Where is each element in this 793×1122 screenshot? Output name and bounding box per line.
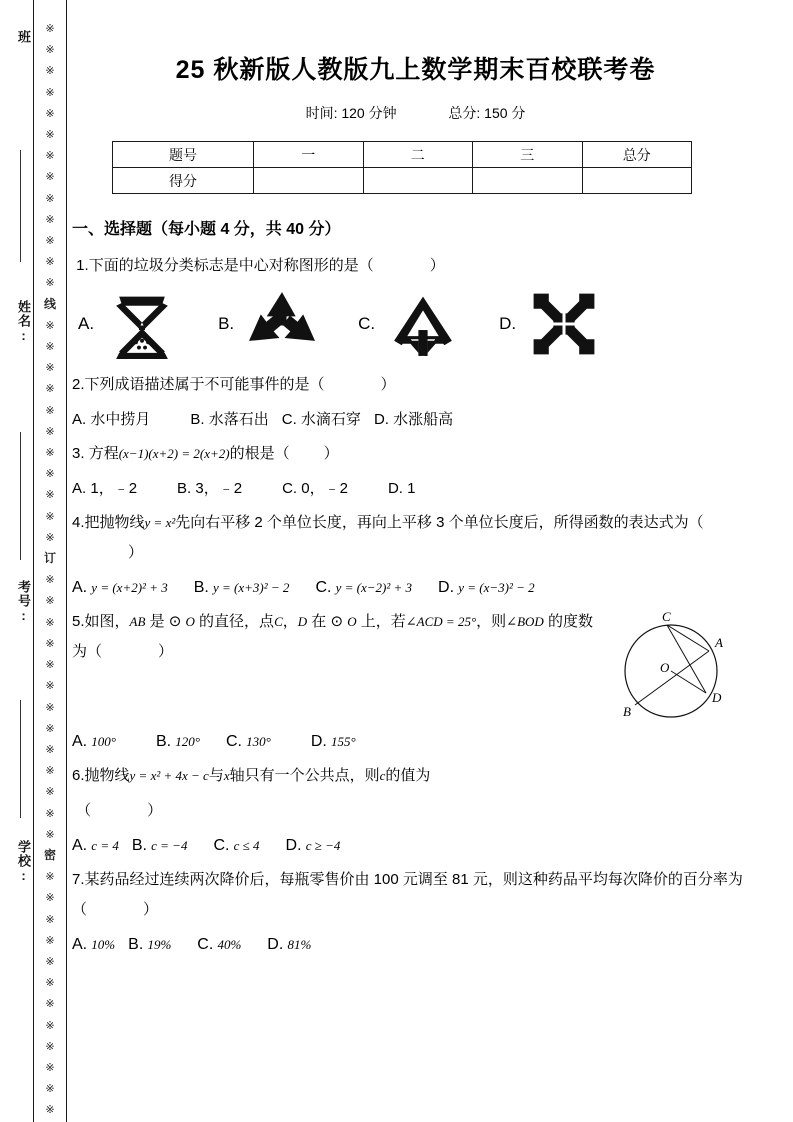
option-a-letter: A. [72, 411, 87, 428]
option-c-math: 130° [246, 734, 271, 749]
question-2-options [72, 405, 753, 435]
seal-mark: ※ [45, 573, 55, 587]
seal-mark: ※ [45, 403, 55, 417]
option-a-math: 100° [91, 734, 116, 749]
option-a-math: y = (x+2)² + 3 [91, 580, 168, 595]
question-6 [72, 761, 753, 861]
seal-margin-area [0, 0, 68, 1122]
q6-text-3: 轴只有一个公共点，则 [229, 767, 380, 784]
q6-text-2: 与 [208, 767, 224, 784]
option-a[interactable] [72, 411, 150, 428]
q5-part-2: 是 ⊙ [145, 613, 186, 630]
question-7-text: 某药品经过连续两次降价后，每瓶零售价由 100 元调至 81 元，则这种药品平均每次降价的百分率为（ [72, 871, 743, 918]
q5-math-ab: AB [129, 614, 146, 629]
question-4 [72, 508, 753, 603]
option-b[interactable] [156, 733, 200, 750]
seal-word: 订 [43, 551, 56, 566]
option-d[interactable] [499, 286, 602, 362]
option-b[interactable] [218, 286, 320, 362]
option-b[interactable] [177, 480, 242, 497]
q5-math-d: D [297, 614, 308, 629]
seal-mark: ※ [45, 976, 55, 990]
seal-outer-rule [66, 0, 67, 1122]
option-d[interactable] [286, 837, 341, 854]
option-c-letter: C. [226, 733, 242, 750]
question-1-number: 1. [76, 257, 89, 274]
page-title: 25 秋新版人教版九上数学期末百校联考卷 [175, 56, 656, 84]
hourglass-waste-icon [104, 286, 180, 362]
label-point-o: O [660, 660, 670, 675]
option-c[interactable] [358, 286, 461, 362]
option-c[interactable] [226, 733, 271, 750]
question-7-options [72, 930, 753, 960]
triangle-arrow-icon [385, 286, 461, 362]
seal-mark: ※ [45, 361, 55, 375]
q5-part-1: 如图， [84, 613, 130, 630]
seal-mark: ※ [45, 636, 55, 650]
option-b-math: 120° [175, 734, 200, 749]
seal-mark: ※ [45, 827, 55, 841]
seal-write-line-1 [20, 150, 21, 262]
option-c-text: 水滴石穿 [300, 411, 361, 428]
option-a-letter: A. [72, 837, 88, 854]
label-point-b: B [623, 704, 631, 719]
seal-mark: ※ [45, 1039, 55, 1053]
option-d-math: 81% [287, 937, 312, 952]
seal-mark: ※ [45, 276, 55, 290]
seal-mark: ※ [45, 806, 55, 820]
option-a-letter: A. [78, 314, 95, 333]
seal-write-line-2 [20, 432, 21, 560]
seal-mark: ※ [45, 234, 55, 248]
score-entry-cell[interactable] [363, 168, 473, 194]
question-6-equation: y = x² + 4x − c [129, 768, 209, 783]
option-d[interactable] [374, 411, 453, 428]
seal-mark: ※ [45, 764, 55, 778]
seal-mark: ※ [45, 424, 55, 438]
option-b[interactable] [128, 936, 171, 953]
question-4-text-2: 先向右平移 2 个单位长度，再向上平移 3 个单位长度后，所得函数的表达式为（ [175, 514, 704, 531]
option-c-math: c ≤ 4 [233, 838, 260, 853]
option-b-letter: B. [218, 314, 235, 333]
question-1 [72, 251, 753, 362]
score-table-cell: 一 [254, 142, 364, 168]
seal-mark: ※ [45, 106, 55, 120]
option-a-letter: A. [72, 579, 88, 596]
option-b-math: c = −4 [151, 838, 188, 853]
option-d-letter: D. [267, 936, 284, 953]
q5-part-8: 的度数为（ [72, 613, 593, 660]
option-a-letter: A. [72, 733, 88, 750]
seal-mark: ※ [45, 318, 55, 332]
question-3-equation: (x−1)(x+2) = 2(x+2) [118, 446, 230, 461]
seal-mark: ※ [45, 912, 55, 926]
option-b-letter: B. [193, 579, 209, 596]
q5-math-o2: O [347, 614, 357, 629]
option-c[interactable] [197, 936, 241, 953]
question-1-paren-close: ） [429, 257, 445, 274]
q5-paren-close: ） [158, 643, 174, 660]
question-3-options [72, 474, 753, 504]
question-4-options [72, 573, 753, 603]
seal-word: 线 [43, 296, 56, 311]
option-a[interactable] [72, 936, 115, 953]
converging-arrows-icon [526, 286, 602, 362]
label-point-a: A [715, 635, 723, 650]
option-a[interactable] [72, 733, 116, 750]
question-6-stem-line2: （ ） [72, 802, 163, 819]
option-a-letter: A. [72, 936, 88, 953]
option-c-text: 0，﹣2 [301, 480, 348, 497]
seal-mark: ※ [45, 382, 55, 396]
recycling-arrows-icon [244, 286, 320, 362]
seal-mark: ※ [45, 488, 55, 502]
question-4-number: 4. [72, 514, 85, 531]
question-3-paren-close: ） [323, 445, 339, 462]
option-d-math: c ≥ −4 [305, 838, 341, 853]
option-d-math: y = (x−3)² − 2 [458, 580, 535, 595]
question-3-text-2: 的根是（ [229, 445, 290, 462]
question-6-stem [72, 761, 753, 791]
q6-math-x: x [223, 768, 230, 783]
seal-label-school: 学校: [16, 840, 31, 884]
table-row [113, 142, 692, 168]
option-b-letter: B. [131, 837, 147, 854]
option-b-text: 水落石出 [208, 411, 269, 428]
question-5-options [72, 727, 753, 757]
label-point-c: C [662, 609, 671, 624]
q5-part-3: 的直径，点 [194, 613, 275, 630]
option-d-math: 155° [331, 734, 356, 749]
question-2-text: 下列成语描述属于不可能事件的是（ [84, 376, 325, 393]
seal-mark: ※ [45, 679, 55, 693]
exam-paper [68, 0, 793, 1122]
seal-mark: ※ [45, 467, 55, 481]
option-b-letter: B. [190, 411, 205, 428]
section-heading-choice: 一、选择题（每小题 4 分，共 40 分） [72, 221, 341, 238]
question-3-stem [72, 439, 753, 469]
option-b[interactable] [190, 411, 268, 428]
q5-math-angle-acd: ∠ACD = 25° [405, 614, 477, 629]
seal-mark: ※ [45, 128, 55, 142]
option-d-letter: D. [499, 314, 517, 333]
option-b[interactable] [194, 579, 290, 596]
seal-mark: ※ [45, 530, 55, 544]
seal-mark: ※ [45, 870, 55, 884]
score-table-cell: 二 [363, 142, 473, 168]
question-7-number: 7. [72, 871, 85, 888]
questions-container [68, 216, 793, 960]
question-4-stem [72, 508, 753, 568]
option-c-math: 40% [217, 937, 242, 952]
question-4-text: 把抛物线 [84, 514, 145, 531]
seal-mark: ※ [45, 212, 55, 226]
option-b-letter: B. [156, 733, 172, 750]
q6-text-4: 的值为 [385, 767, 431, 784]
question-3-text: 方程 [88, 445, 119, 462]
seal-mark: ※ [45, 255, 55, 269]
question-3-number: 3. [72, 445, 85, 462]
question-1-options [78, 286, 753, 362]
option-c-letter: C. [213, 837, 230, 854]
option-c[interactable] [282, 411, 361, 428]
option-c-letter: C. [281, 411, 297, 428]
seal-mark: ※ [45, 658, 55, 672]
score-entry-cell[interactable] [473, 168, 583, 194]
score-table-cell: 总分 [582, 142, 692, 168]
option-c-letter: C. [358, 314, 376, 333]
option-b-math: y = (x+3)² − 2 [213, 580, 290, 595]
question-2-stem [72, 370, 753, 400]
option-c-letter: C. [315, 579, 332, 596]
seal-mark: ※ [45, 191, 55, 205]
seal-mark: ※ [45, 22, 55, 35]
q5-part-7: ，则 [476, 613, 507, 630]
option-d-letter: D. [387, 480, 403, 497]
option-d[interactable] [438, 579, 535, 596]
score-table [112, 141, 692, 194]
seal-label-class: 班 [16, 30, 31, 44]
question-5-stem [72, 607, 605, 667]
question-7 [72, 865, 753, 960]
q6-text-1: 抛物线 [84, 767, 130, 784]
option-d-text: 水涨船高 [393, 411, 454, 428]
option-c-letter: C. [282, 480, 298, 497]
seal-word: 密 [43, 847, 56, 862]
seal-mark: ※ [45, 594, 55, 608]
seal-mark: ※ [45, 1082, 55, 1096]
seal-mark: ※ [45, 64, 55, 78]
seal-mark: ※ [45, 43, 55, 57]
option-c[interactable] [282, 480, 348, 497]
exam-total-score: 总分: 150 分 [448, 105, 526, 121]
seal-mark: ※ [45, 509, 55, 523]
option-d[interactable] [267, 936, 311, 953]
option-d-letter: D. [285, 837, 302, 854]
seal-mark: ※ [45, 785, 55, 799]
q5-math-angle-bod: ∠BOD [506, 614, 544, 629]
option-c-math: y = (x−2)² + 3 [335, 580, 413, 595]
question-1-stem [72, 251, 753, 281]
seal-mark: ※ [45, 85, 55, 99]
option-a-math: c = 4 [91, 838, 119, 853]
score-table-cell: 得分 [113, 168, 254, 194]
option-b-letter: B. [128, 936, 144, 953]
option-b[interactable] [132, 837, 188, 854]
q6-math-c: c [379, 768, 386, 783]
question-6-options [72, 831, 753, 861]
exam-duration: 时间: 120 分钟 [305, 105, 397, 121]
seal-write-line-3 [20, 700, 21, 818]
option-a-math: 10% [91, 937, 116, 952]
question-2-number: 2. [72, 376, 85, 393]
option-a[interactable] [78, 286, 180, 362]
seal-mark: ※ [45, 1018, 55, 1032]
option-a[interactable] [72, 837, 119, 854]
question-7-stem [72, 865, 753, 925]
seal-mark: ※ [45, 954, 55, 968]
seal-mark: ※ [45, 721, 55, 735]
seal-mark: ※ [45, 933, 55, 947]
score-entry-cell[interactable] [254, 168, 364, 194]
option-d-text: 1 [407, 480, 416, 497]
option-b-math: 19% [147, 937, 172, 952]
q7-paren-close: ） [143, 901, 159, 918]
seal-mark: ※ [45, 700, 55, 714]
option-b-text: 3，﹣2 [195, 480, 243, 497]
question-5 [72, 607, 753, 757]
question-4-equation: y = x² [144, 515, 176, 530]
question-6-number: 6. [72, 767, 85, 784]
seal-mark: ※ [45, 1103, 55, 1117]
option-d[interactable] [311, 733, 356, 750]
option-a[interactable] [72, 579, 168, 596]
seal-inner-rule [33, 0, 34, 1122]
circle-diagram [605, 609, 747, 727]
seal-mark: ※ [45, 340, 55, 354]
question-2-paren-close: ） [380, 376, 396, 393]
q6-paren-close: ） [147, 802, 163, 819]
label-point-d: D [712, 690, 722, 705]
q5-part-4: ， [282, 613, 298, 630]
option-a[interactable] [72, 480, 137, 497]
option-d-letter: D. [373, 411, 389, 428]
option-a-text: 水中捞月 [90, 411, 151, 428]
option-d-letter: D. [310, 733, 327, 750]
seal-label-name: 姓名: [16, 300, 31, 344]
option-c[interactable] [315, 579, 412, 596]
q5-part-6: 上，若 [356, 613, 406, 630]
option-a-text: 1，﹣2 [90, 480, 138, 497]
q5-part-5: 在 ⊙ [307, 613, 348, 630]
question-2 [72, 370, 753, 435]
option-d[interactable] [388, 480, 416, 497]
table-row [113, 168, 692, 194]
seal-label-exam-number: 考号: [16, 580, 31, 624]
segment-od [671, 671, 706, 693]
score-table-cell: 三 [473, 142, 583, 168]
option-c-letter: C. [197, 936, 214, 953]
q5-math-c: C [274, 614, 283, 629]
score-entry-cell[interactable] [582, 168, 692, 194]
option-b-letter: B. [177, 480, 192, 497]
seal-mark: ※ [45, 891, 55, 905]
seal-mark: ※ [45, 446, 55, 460]
option-a-letter: A. [72, 480, 87, 497]
seal-mark: ※ [45, 1060, 55, 1074]
seal-mark: ※ [45, 997, 55, 1011]
seal-mark-ribbon [36, 18, 64, 1121]
question-1-text: 下面的垃圾分类标志是中心对称图形的是（ [88, 257, 374, 274]
option-d-letter: D. [438, 579, 455, 596]
score-table-cell: 题号 [113, 142, 254, 168]
q5-math-o: O [185, 614, 195, 629]
question-3 [72, 439, 753, 504]
seal-mark: ※ [45, 149, 55, 163]
exam-meta-line [68, 103, 793, 123]
seal-mark: ※ [45, 615, 55, 629]
seal-mark: ※ [45, 170, 55, 184]
seal-mark: ※ [45, 742, 55, 756]
question-5-number: 5. [72, 613, 85, 630]
question-4-paren-close: ） [128, 544, 144, 561]
option-c[interactable] [213, 837, 259, 854]
